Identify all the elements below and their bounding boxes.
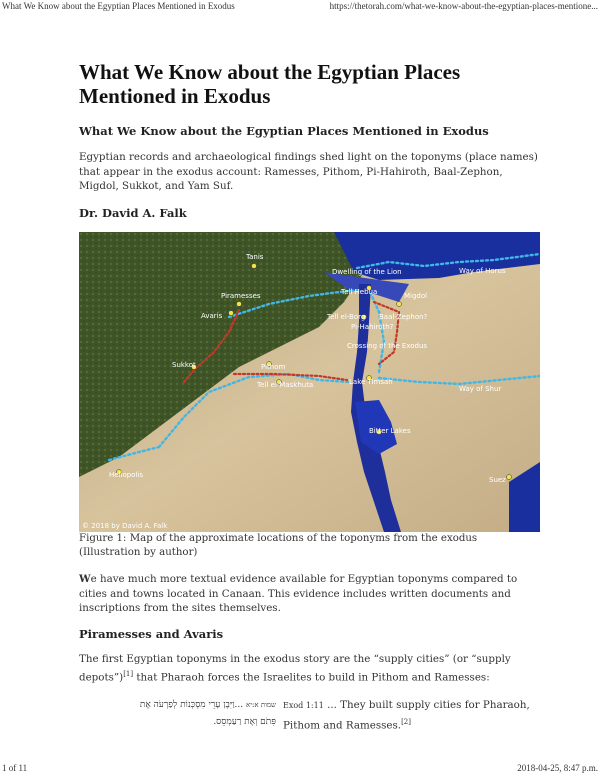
label-pithom: Pithom [261,363,286,371]
label-tell-borg: Tell el-Borg [327,313,366,321]
page-title: What We Know about the Egyptian Places Mentioned in Exodus [79,60,461,108]
marker-suez [507,475,512,480]
label-way-shur: Way of Shur [459,385,502,393]
hebrew-quote [124,697,276,731]
map-copyright: © 2018 by David A. Falk [82,522,168,530]
body-paragraph-1-text: e have much more textual evidence available for Egyptian toponyms compared to cities and towns located in Canaan. This evidence includes written documents and inscriptions from the sites themselves. [79,573,518,614]
article-subtitle: What We Know about the Egyptian Places Mentioned in Exodus [79,124,489,138]
label-suez: Suez [489,476,506,484]
body-paragraph-2 [79,652,541,684]
label-tanis: Tanis [246,253,264,261]
print-header [0,0,600,14]
hebrew-line-1: ...וַיִּבֶן עָרֵי מִסְכְּנוֹת לְפַרְעֹה אֶת [139,700,244,710]
header-url[interactable]: https://thetorah.com/what-we-know-about-the-egyptian-places-mentione... [329,1,598,11]
page-number: 1 of 11 [2,763,28,773]
hebrew-ref: שמות א:יא [246,701,276,709]
label-tell-maskhuta: Tell el-Maskhuta [257,381,314,389]
marker-avaris [229,311,234,316]
intro-paragraph: Egyptian records and archaeological findings shed light on the toponyms (place names) that appear in the exodus account: Ramesses, Pithom, Pi-Hahiroth, Baal-Zephon, Migdol, Sukkot, and Yam Suf. [79,151,538,192]
footnote-link-1[interactable]: [1] [123,669,134,678]
english-line-2: Pithom and Ramesses. [283,719,402,732]
marker-piramesses [237,302,242,307]
english-ref: Exod 1:11 [283,701,324,710]
print-footer [0,762,600,776]
label-avaris: Avaris [201,312,223,320]
header-title: What We Know about the Egyptian Places Mentioned in Exodus [2,1,235,11]
label-tell-hebua: Tell Hebua [341,288,378,296]
hebrew-line-2: פִּתֹם וְאֶת רַעַמְסֵס. [213,717,276,727]
drop-cap: W [79,573,91,585]
label-heliopolis: Heliopolis [109,471,144,479]
scripture-quote [79,697,541,737]
author-name: Dr. David A. Falk [79,206,187,220]
body-paragraph-1 [79,572,541,616]
english-quote [283,697,543,734]
body-paragraph-2-text-b: that Pharaoh forces the Israelites to build in Pithom and Ramesses: [133,670,490,683]
label-way-horus: Way of Horus [459,267,506,275]
label-crossing: Crossing of the Exodus [347,342,428,350]
body-paragraph-2-text-a: The first Egyptian toponyms in the exodus story are the “supply cities” (or “supply depots”) [79,653,511,683]
marker-migdol [397,302,402,307]
label-piramesses: Piramesses [221,292,261,300]
label-baal-zephon: Baal-Zephon? [379,313,428,321]
label-bitter-lakes: Bitter Lakes [369,427,411,435]
label-lake-timsah: Lake Timsah [349,378,393,386]
label-dwelling: Dwelling of the Lion [332,268,402,276]
section-heading: Piramesses and Avaris [79,627,224,641]
marker-tanis [252,264,257,269]
exodus-map [79,232,540,532]
figure-caption: Figure 1: Map of the approximate locations of the toponyms from the exodus (Illustration by author) [79,533,478,558]
label-migdol: Migdol [404,292,428,300]
footnote-link-2[interactable]: [2] [401,718,411,726]
english-line-1: ... They built supply cities for Pharaoh, [323,699,530,711]
print-timestamp: 2018-04-25, 8:47 p.m. [517,763,598,773]
label-pi-hahiroth: Pi-Hahiroth? [351,323,394,331]
label-sukkot: Sukkot [172,361,196,369]
